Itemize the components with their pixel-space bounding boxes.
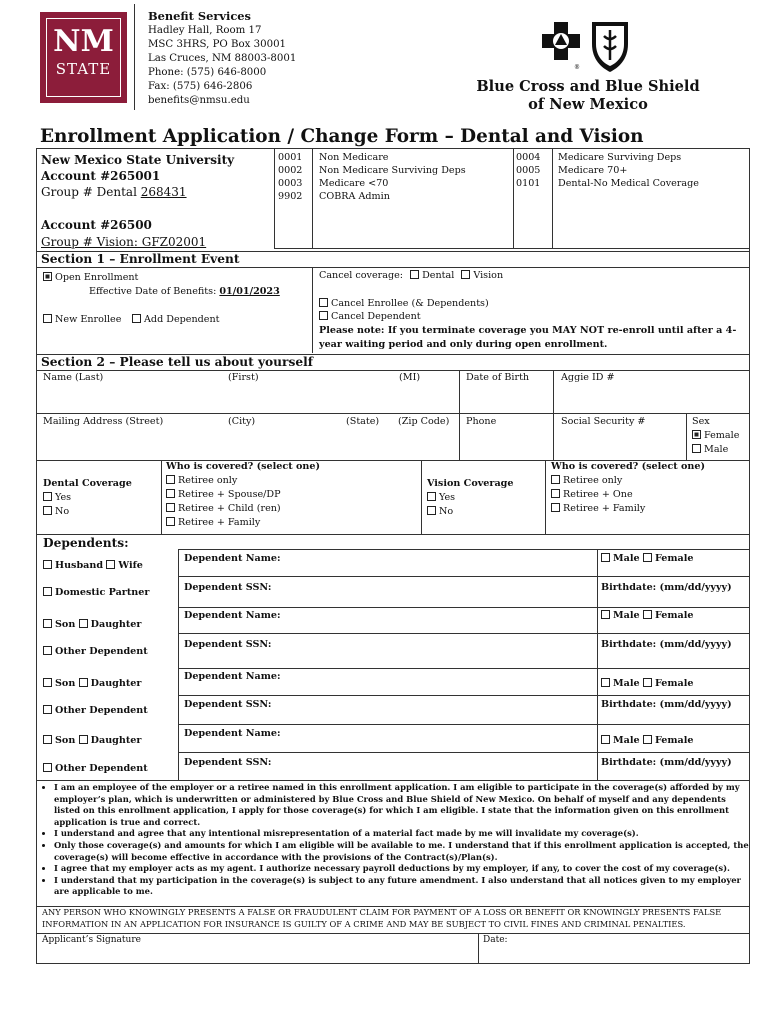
section2-header-rule — [36, 370, 750, 371]
checkbox[interactable] — [166, 503, 175, 512]
dep4-name-label: Dependent Name: — [184, 728, 281, 739]
section1-header-rule — [36, 267, 750, 268]
dep2-ssn-label: Dependent SSN: — [184, 639, 272, 650]
other-dependent-label: Other Dependent — [55, 705, 148, 716]
cancel-coverage-label: Cancel coverage: — [319, 270, 404, 281]
signature-field[interactable] — [40, 946, 474, 962]
dep-male-label: Male — [613, 610, 640, 621]
grid-line — [545, 460, 546, 534]
office-title: Benefit Services — [148, 9, 251, 23]
section1-title: Section 1 – Enrollment Event — [41, 252, 240, 266]
dep1-name-label: Dependent Name: — [184, 553, 281, 564]
agreement-statements — [42, 782, 754, 898]
dep1-ssn-label: Dependent SSN: — [184, 582, 272, 593]
grid-line — [178, 695, 750, 696]
name-first-label: (First) — [228, 372, 259, 383]
grid-line — [178, 752, 750, 753]
bcbs-name-line2: of New Mexico — [528, 96, 648, 113]
grid-line — [553, 370, 554, 460]
statement-item: • Only those coverage(s) and amounts for which I am eligible will be available to me. I understand that if this enrollment application is accepted, the coverage(s) will become effective in accordance with the provisions of the Contract(s)/Plan(s). — [54, 840, 754, 863]
code-desc: Non Medicare — [319, 152, 389, 163]
option-label: Retiree only — [563, 475, 623, 486]
effective-date-label: Effective Date of Benefits: — [89, 286, 220, 297]
son-label: Son — [55, 678, 76, 689]
grid-line — [178, 576, 750, 577]
dep-male-label: Male — [613, 678, 640, 689]
dep2-male-checkbox[interactable] — [601, 610, 610, 619]
group-dental-number: 268431 — [140, 185, 187, 199]
code-desc: Non Medicare Surviving Deps — [319, 165, 466, 176]
group-vision: Group # Vision: GFZ02001 — [41, 235, 207, 249]
section1-divider — [312, 267, 313, 353]
code-list-left — [278, 151, 302, 203]
grid-line — [36, 780, 750, 781]
checkbox[interactable] — [166, 489, 175, 498]
dep2-female-checkbox[interactable] — [643, 610, 652, 619]
dental-yes-label: Yes — [55, 492, 72, 503]
cancel-dental-label: Dental — [422, 270, 455, 281]
daughter-checkbox[interactable] — [79, 735, 88, 744]
grid-line — [597, 549, 598, 780]
vision-no-checkbox[interactable] — [427, 506, 436, 515]
add-dependent-option[interactable] — [132, 313, 219, 326]
dep3-birthdate-label: Birthdate: (mm/dd/yyyy) — [601, 699, 732, 710]
bcbs-name — [470, 78, 706, 114]
new-enrollee-option[interactable] — [43, 313, 121, 326]
male-label: Male — [704, 444, 729, 455]
dep3-ssn-label: Dependent SSN: — [184, 699, 272, 710]
code-divider — [513, 148, 514, 248]
code-value: 0001 — [278, 152, 303, 163]
son-label: Son — [55, 619, 76, 630]
grid-line — [178, 549, 179, 780]
dob-input-area[interactable] — [462, 386, 550, 410]
vision-retiree-one[interactable] — [551, 488, 633, 501]
sex-female-option[interactable] — [692, 429, 739, 442]
checkbox[interactable] — [551, 503, 560, 512]
cancel-vision-checkbox[interactable] — [461, 270, 470, 279]
dep-male-label: Male — [613, 553, 640, 564]
dental-no-option[interactable] — [43, 505, 69, 518]
grid-line — [459, 370, 460, 460]
code-desc: Medicare Surviving Deps — [558, 152, 682, 163]
code-bottom-rule — [274, 248, 750, 249]
fraud-warning: ANY PERSON WHO KNOWINGLY PRESENTS A FALSE OR FRAUDULENT CLAIM FOR PAYMENT OF A LOSS OR BENEFIT OR KNOWINGLY PRESENTS FALSE INFORMATION IN AN APPLICATION FOR INSURANCE IS GUILTY OF A CRIME AND MAY BE SUBJECT TO CIVIL FINES AND CRIMINAL PENALTIES. — [42, 907, 722, 929]
phone-label: Phone — [466, 416, 497, 427]
group-dental — [41, 184, 187, 200]
option-label: Retiree + Family — [563, 503, 646, 514]
name-mi-label: (MI) — [399, 372, 421, 383]
dental-yes-checkbox[interactable] — [43, 492, 52, 501]
vision-retiree-only[interactable] — [551, 474, 622, 487]
dep-female-label: Female — [654, 610, 694, 621]
domestic-partner-checkbox[interactable] — [43, 587, 52, 596]
option-label: Retiree only — [178, 475, 238, 486]
checkbox[interactable] — [551, 475, 560, 484]
son-checkbox[interactable] — [43, 735, 52, 744]
effective-date-value: 01/01/2023 — [219, 286, 280, 297]
dep3-male-checkbox[interactable] — [601, 678, 610, 687]
bcbs-name-line1: Blue Cross and Blue Shield — [476, 78, 700, 95]
dental-retiree-spouse[interactable] — [166, 488, 281, 501]
cancel-dependent-checkbox[interactable] — [319, 311, 328, 320]
dental-yes-option[interactable] — [43, 491, 71, 504]
sex-label: Sex — [692, 416, 710, 427]
grid-line — [178, 633, 750, 634]
date-label: Date: — [483, 935, 508, 945]
dental-who-covered-label: Who is covered? (select one) — [166, 461, 321, 472]
nmsu-logo-state: STATE — [55, 60, 112, 78]
daughter-label: Daughter — [90, 678, 142, 689]
vision-retiree-family[interactable] — [551, 502, 645, 515]
grid-line — [161, 460, 162, 534]
dep-son-daughter[interactable] — [43, 735, 141, 746]
account-number-dental: Account #265001 — [41, 169, 161, 183]
son-label: Son — [55, 735, 76, 746]
cancel-enrollee-label: Cancel Enrollee (& Dependents) — [331, 298, 489, 309]
dependents-title: Dependents: — [43, 536, 129, 550]
zip-label: (Zip Code) — [398, 416, 450, 427]
daughter-checkbox[interactable] — [79, 619, 88, 628]
header-divider — [134, 4, 135, 110]
dep3-name-label: Dependent Name: — [184, 671, 281, 682]
grid-line — [36, 534, 750, 535]
office-address — [148, 9, 296, 108]
grid-line — [178, 607, 750, 608]
dep-domestic-partner[interactable] — [43, 587, 149, 598]
other-dependent-checkbox[interactable] — [43, 705, 52, 714]
dep1-sex[interactable] — [601, 553, 693, 564]
code-divider — [552, 148, 553, 248]
daughter-label: Daughter — [90, 619, 142, 630]
vision-no-label: No — [439, 506, 454, 517]
dep2-sex[interactable] — [601, 610, 693, 621]
code-value: 0005 — [516, 165, 541, 176]
dental-retiree-only[interactable] — [166, 474, 237, 487]
grid-line — [421, 460, 422, 534]
dep-male-label: Male — [613, 735, 640, 746]
grid-line — [178, 668, 750, 669]
code-divider — [312, 148, 313, 248]
checkbox[interactable] — [166, 517, 175, 526]
dental-no-label: No — [55, 506, 70, 517]
date-field[interactable] — [482, 946, 746, 962]
grid-line — [686, 413, 687, 460]
add-dependent-checkbox[interactable] — [132, 314, 141, 323]
group-dental-label: Group # Dental — [41, 185, 141, 199]
cancel-enrollee-option[interactable] — [319, 297, 489, 310]
dep4-birthdate-label: Birthdate: (mm/dd/yyyy) — [601, 757, 732, 768]
code-value: 0101 — [516, 178, 541, 189]
wife-checkbox[interactable] — [106, 560, 115, 569]
son-checkbox[interactable] — [43, 619, 52, 628]
statement-item: • I understand and agree that any intentional misrepresentation of a material fact made by me will invalidate my coverage(s). — [54, 828, 754, 840]
dental-retiree-family[interactable] — [166, 516, 260, 529]
statement-item: • I am an employee of the employer or a retiree named in this enrollment application. I am eligible to participate in the coverage(s) afforded by my employer’s plan, which is underwritten or administered by Blue Cross and Blue Shield of New Mexico. On behalf of myself and any dependents listed on this enrollment application, I apply for those coverage(s) for which I am eligible. I state that the information given on this enrollment application is true and correct. — [54, 782, 754, 828]
checkbox[interactable] — [166, 475, 175, 484]
dental-retiree-child[interactable] — [166, 502, 281, 515]
code-desc: Medicare <70 — [319, 178, 389, 189]
office-line: Phone: (575) 646-8000 — [148, 67, 267, 78]
sex-male-option[interactable] — [692, 443, 728, 456]
dep3-female-checkbox[interactable] — [643, 678, 652, 687]
female-checkbox[interactable] — [692, 430, 701, 439]
new-enrollee-label: New Enrollee — [55, 314, 122, 325]
other-dependent-label: Other Dependent — [55, 646, 148, 657]
section2-title: Section 2 – Please tell us about yourself — [41, 355, 313, 369]
dep1-female-checkbox[interactable] — [643, 553, 652, 562]
code-list-right — [516, 151, 540, 190]
vision-who-covered-label: Who is covered? (select one) — [551, 461, 706, 472]
female-label: Female — [704, 430, 740, 441]
dep-son-daughter[interactable] — [43, 678, 141, 689]
other-dependent-checkbox[interactable] — [43, 763, 52, 772]
code-desc: Medicare 70+ — [558, 165, 628, 176]
grid-line — [36, 933, 750, 934]
code-desc-left — [319, 151, 466, 203]
option-label: Retiree + Child (ren) — [178, 503, 281, 514]
mailing-address-label: Mailing Address (Street) — [43, 416, 164, 427]
office-line: Las Cruces, NM 88003-8001 — [148, 53, 297, 64]
cancel-dependent-label: Cancel Dependent — [331, 311, 421, 322]
dep2-name-label: Dependent Name: — [184, 610, 281, 621]
account-org: New Mexico State University — [41, 153, 235, 167]
effective-date — [89, 285, 280, 298]
aggie-id-label: Aggie ID # — [561, 372, 615, 383]
daughter-checkbox[interactable] — [79, 678, 88, 687]
dep4-ssn-label: Dependent SSN: — [184, 757, 272, 768]
name-last-label: Name (Last) — [43, 372, 104, 383]
dep-other[interactable] — [43, 705, 148, 716]
dep4-female-checkbox[interactable] — [643, 735, 652, 744]
code-desc-right — [558, 151, 699, 190]
bcbs-logo — [540, 18, 640, 74]
dental-no-checkbox[interactable] — [43, 506, 52, 515]
dep4-male-checkbox[interactable] — [601, 735, 610, 744]
domestic-partner-label: Domestic Partner — [55, 587, 150, 598]
option-label: Retiree + Spouse/DP — [178, 489, 281, 500]
open-enrollment-label: Open Enrollment — [55, 272, 139, 283]
statement-item: • I understand that my participation in the coverage(s) is subject to any future amendment. I also understand that all notices given to my employer are applicable to me. — [54, 875, 754, 898]
registered-mark: ® — [574, 64, 580, 71]
vision-yes-checkbox[interactable] — [427, 492, 436, 501]
cancel-vision-label: Vision — [473, 270, 504, 281]
option-label: Retiree + Family — [178, 517, 261, 528]
cancel-dependent-option[interactable] — [319, 310, 421, 323]
form-title: Enrollment Application / Change Form – Dental and Vision — [40, 126, 644, 147]
code-desc: Dental-No Medical Coverage — [558, 178, 699, 189]
dep3-sex[interactable] — [601, 678, 693, 689]
male-checkbox[interactable] — [692, 444, 701, 453]
grid-line — [478, 933, 479, 964]
aggie-id-input-area[interactable] — [556, 386, 746, 410]
son-checkbox[interactable] — [43, 678, 52, 687]
dob-label: Date of Birth — [466, 372, 530, 383]
code-value: 9902 — [278, 191, 303, 202]
wife-label: Wife — [118, 560, 143, 571]
cancel-enrollee-checkbox[interactable] — [319, 298, 328, 307]
code-divider — [274, 148, 275, 248]
cancel-note: Please note: If you terminate coverage you MAY NOT re-enroll until after a 4-year waiting period and only during open enrollment. — [319, 325, 737, 350]
open-enrollment-checkbox[interactable] — [43, 272, 52, 281]
dep1-male-checkbox[interactable] — [601, 553, 610, 562]
account-number-vision: Account #26500 — [41, 218, 152, 232]
other-dependent-checkbox[interactable] — [43, 646, 52, 655]
vision-yes-label: Yes — [439, 492, 456, 503]
cancel-coverage-row — [319, 269, 503, 282]
office-line: Hadley Hall, Room 17 — [148, 25, 262, 36]
signature-label: Applicant’s Signature — [42, 935, 141, 945]
city-label: (City) — [228, 416, 256, 427]
state-label: (State) — [346, 416, 380, 427]
new-enrollee-checkbox[interactable] — [43, 314, 52, 323]
name-input-area[interactable] — [40, 386, 454, 410]
nmsu-logo — [40, 12, 127, 103]
dental-coverage-label: Dental Coverage — [43, 478, 132, 489]
code-value: 0003 — [278, 178, 303, 189]
dep-female-label: Female — [654, 678, 694, 689]
option-label: Retiree + One — [563, 489, 633, 500]
nmsu-logo-nm: NM — [53, 24, 114, 59]
grid-line — [36, 413, 750, 414]
dep4-sex[interactable] — [601, 735, 693, 746]
vision-no-option[interactable] — [427, 505, 453, 518]
office-line: Fax: (575) 646-2806 — [148, 81, 253, 92]
add-dependent-label: Add Dependent — [144, 314, 220, 325]
dep-other[interactable] — [43, 646, 148, 657]
husband-checkbox[interactable] — [43, 560, 52, 569]
office-line: MSC 3HRS, PO Box 30001 — [148, 39, 287, 50]
daughter-label: Daughter — [90, 735, 142, 746]
vision-yes-option[interactable] — [427, 491, 455, 504]
vision-coverage-label: Vision Coverage — [427, 478, 514, 489]
dep2-birthdate-label: Birthdate: (mm/dd/yyyy) — [601, 639, 732, 650]
ssn-label: Social Security # — [561, 416, 646, 427]
dep-husband-wife[interactable] — [43, 560, 143, 571]
grid-line — [178, 549, 750, 550]
grid-line — [178, 724, 750, 725]
dep1-birthdate-label: Birthdate: (mm/dd/yyyy) — [601, 582, 732, 593]
dep-son-daughter[interactable] — [43, 619, 141, 630]
dep-female-label: Female — [654, 735, 694, 746]
office-email: benefits@nmsu.edu — [148, 95, 250, 106]
husband-label: Husband — [55, 560, 104, 571]
code-value: 0004 — [516, 152, 541, 163]
statement-item: • I agree that my employer acts as my agent. I authorize necessary payroll deductions by my employer, if any, to cover the cost of my coverage(s). — [54, 863, 754, 875]
code-desc: COBRA Admin — [319, 191, 390, 202]
dep-other[interactable] — [43, 763, 148, 774]
code-value: 0002 — [278, 165, 303, 176]
cancel-dental-checkbox[interactable] — [410, 270, 419, 279]
checkbox[interactable] — [551, 489, 560, 498]
other-dependent-label: Other Dependent — [55, 763, 148, 774]
dep-female-label: Female — [654, 553, 694, 564]
open-enrollment-option[interactable] — [43, 271, 138, 284]
